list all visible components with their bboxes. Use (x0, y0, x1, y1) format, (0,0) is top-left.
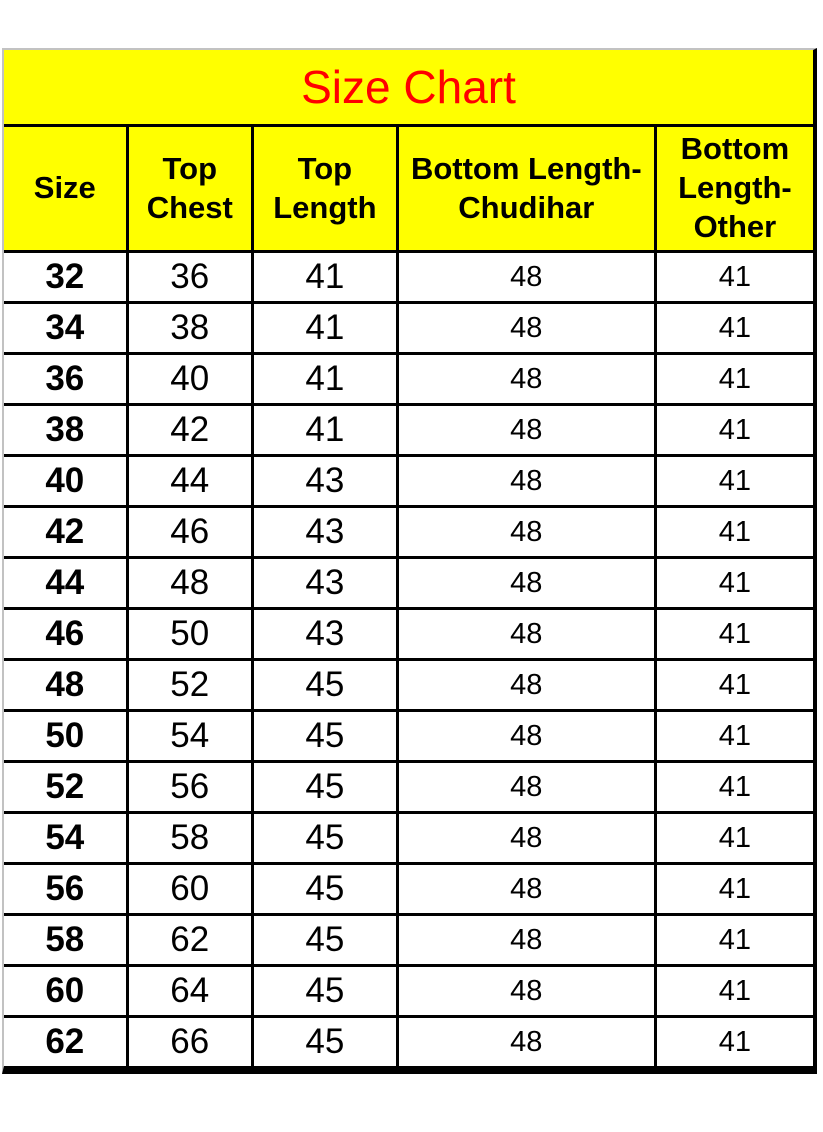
cell-bottom_length_chudihar: 48 (399, 406, 657, 457)
cell-bottom_length_chudihar: 48 (399, 916, 657, 967)
cell-bottom_length_chudihar: 48 (399, 712, 657, 763)
column-header-bottom_length_other: Bottom Length- Other (657, 127, 813, 253)
column-header-top_chest: Top Chest (129, 127, 254, 253)
table-row (4, 406, 813, 457)
cell-top_length: 45 (254, 865, 399, 916)
cell-size: 44 (4, 559, 129, 610)
cell-size: 48 (4, 661, 129, 712)
cell-bottom_length_other: 41 (657, 661, 813, 712)
cell-top_chest: 44 (129, 457, 254, 508)
table-row (4, 355, 813, 406)
cell-bottom_length_chudihar: 48 (399, 253, 657, 304)
cell-top_length: 41 (254, 253, 399, 304)
cell-top_length: 45 (254, 712, 399, 763)
cell-bottom_length_other: 41 (718, 1025, 752, 1058)
column-header-top_length: Top Length (254, 127, 399, 253)
cell-bottom_length_other: 41 (657, 559, 813, 610)
cell-size: 34 (4, 304, 129, 355)
cell-bottom_length_other: 41 (657, 967, 813, 1018)
cell-size: 58 (4, 916, 129, 967)
cell-top_chest: 66 (129, 1018, 254, 1066)
table-row (4, 253, 813, 304)
cell-top_length: 43 (254, 457, 399, 508)
table-row (4, 610, 813, 661)
header-row (4, 127, 813, 253)
table-row (4, 814, 813, 865)
cell-size: 36 (4, 355, 129, 406)
cell-bottom_length_chudihar: 48 (399, 355, 657, 406)
cell-top_chest: 46 (129, 508, 254, 559)
column-header-size: Size (4, 127, 129, 253)
cell-size: 50 (4, 712, 129, 763)
cell-bottom_length_chudihar: 48 (399, 865, 657, 916)
cell-top_length: 45 (254, 661, 399, 712)
cell-size: 32 (4, 253, 129, 304)
size-chart-table-frame (2, 48, 817, 1074)
cell-size: 38 (4, 406, 129, 457)
table-row (4, 559, 813, 610)
cell-bottom_length_chudihar: 48 (399, 457, 657, 508)
cell-top_chest: 62 (129, 916, 254, 967)
cell-top_chest: 52 (129, 661, 254, 712)
cell-top_length: 43 (254, 610, 399, 661)
table-row (4, 457, 813, 508)
cell-top_chest: 60 (129, 865, 254, 916)
cell-bottom_length_other: 41 (657, 508, 813, 559)
cell-bottom_length_other: 41 (657, 814, 813, 865)
cell-bottom_length_chudihar: 48 (399, 967, 657, 1018)
cell-top_length: 45 (254, 814, 399, 865)
cell-bottom_length_chudihar: 48 (399, 304, 657, 355)
column-header-bottom_length_chudihar: Bottom Length- Chudihar (399, 127, 657, 253)
cell-top_chest: 58 (129, 814, 254, 865)
cell-bottom_length_other: 41 (657, 355, 813, 406)
cell-size: 42 (4, 508, 129, 559)
table-row (4, 865, 813, 916)
table-row (4, 967, 813, 1018)
cell-bottom_length_other: 41 (657, 763, 813, 814)
cell-top_length: 45 (254, 1018, 399, 1066)
cell-top_length: 45 (254, 967, 399, 1018)
cell-bottom_length_other: 41 (657, 916, 813, 967)
cell-top_length: 45 (254, 763, 399, 814)
table-row (4, 712, 813, 763)
cell-size: 60 (4, 967, 129, 1018)
cell-bottom_length_other: 41 (657, 712, 813, 763)
table-row (4, 508, 813, 559)
cell-bottom_length_chudihar: 48 (399, 763, 657, 814)
cell-bottom_length_chudihar: 48 (399, 661, 657, 712)
cell-bottom_length_other: 41 (657, 406, 813, 457)
cell-top_chest: 50 (129, 610, 254, 661)
cell-top_chest: 48 (129, 559, 254, 610)
cell-bottom_length_chudihar: 48 (399, 559, 657, 610)
cell-top_length: 41 (254, 304, 399, 355)
size-table-body (4, 253, 813, 1066)
table-row (4, 916, 813, 967)
cell-top_chest: 54 (129, 712, 254, 763)
table-row (4, 661, 813, 712)
cell-bottom_length_other: 41 (657, 610, 813, 661)
cell-bottom_length_other: 41 (657, 253, 813, 304)
cell-bottom_length_chudihar: 48 (399, 814, 657, 865)
cell-bottom_length_chudihar: 48 (399, 1018, 657, 1066)
cell-top_chest: 38 (129, 304, 254, 355)
cell-bottom_length_other: 41 (657, 865, 813, 916)
title-row (4, 50, 813, 127)
cell-size: 62 (4, 1018, 129, 1066)
cell-top_length: 41 (254, 355, 399, 406)
cell-size: 40 (4, 457, 129, 508)
cell-size: 54 (4, 814, 129, 865)
cell-top_length: 45 (254, 916, 399, 967)
cell-top_chest: 40 (129, 355, 254, 406)
cell-top_length: 43 (254, 508, 399, 559)
cell-size: 52 (4, 763, 129, 814)
cell-bottom_length_chudihar: 48 (399, 508, 657, 559)
cell-bottom_length_other: 41 (657, 304, 813, 355)
cell-bottom_length_other: 41 (657, 457, 813, 508)
table-row (4, 1018, 813, 1066)
cell-top_chest: 36 (129, 253, 254, 304)
cell-top_length: 43 (254, 559, 399, 610)
cell-top_length: 41 (254, 406, 399, 457)
cell-top_chest: 42 (129, 406, 254, 457)
cell-top_chest: 64 (129, 967, 254, 1018)
chart-title: Size Chart (4, 50, 813, 127)
cell-top_chest: 56 (129, 763, 254, 814)
cell-size: 46 (4, 610, 129, 661)
cell-size: 56 (4, 865, 129, 916)
cell-bottom_length_chudihar: 48 (399, 610, 657, 661)
size-chart-table (4, 50, 813, 1066)
table-row (4, 304, 813, 355)
table-row (4, 763, 813, 814)
